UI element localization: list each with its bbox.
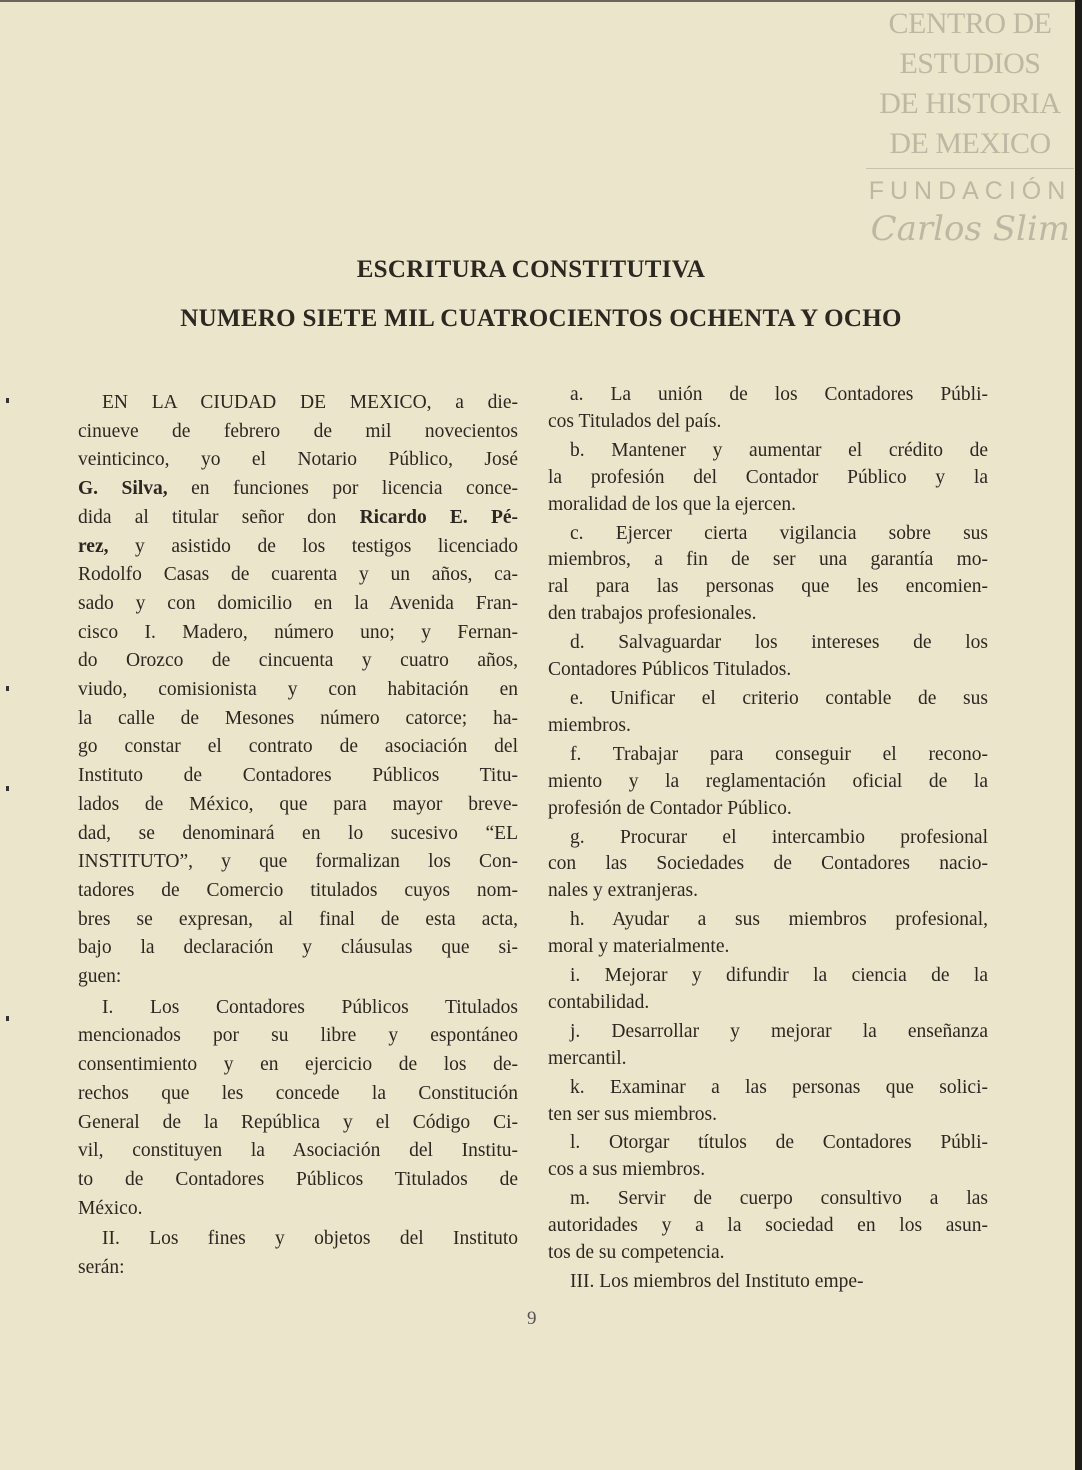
text-segment: cos Titulados del país. bbox=[548, 410, 722, 432]
text-segment: e. Unificar el criterio contable de sus bbox=[570, 687, 988, 709]
text-line bbox=[548, 547, 988, 574]
left-column bbox=[78, 389, 518, 1285]
bold-text: Ricardo E. Pé- bbox=[359, 506, 518, 528]
text-line bbox=[78, 848, 518, 877]
text-line bbox=[78, 1225, 518, 1254]
paragraph bbox=[548, 1075, 988, 1129]
text-line bbox=[548, 1046, 988, 1073]
text-line bbox=[548, 1186, 988, 1213]
text-line bbox=[78, 1254, 518, 1283]
text-line bbox=[78, 418, 518, 447]
paragraph bbox=[78, 1225, 518, 1282]
paragraph bbox=[548, 1186, 988, 1267]
text-segment: do Orozco de cincuenta y cuatro años, bbox=[78, 650, 518, 672]
text-line bbox=[548, 630, 988, 657]
text-segment: II. Los fines y objetos del Instituto bbox=[102, 1228, 518, 1250]
bold-text: G. Silva, bbox=[78, 478, 168, 500]
text-segment: Instituto de Contadores Públicos Titu- bbox=[78, 765, 518, 787]
text-line bbox=[78, 590, 518, 619]
text-line bbox=[78, 676, 518, 705]
text-segment: la calle de Mesones número catorce; ha- bbox=[78, 707, 518, 729]
paragraph bbox=[78, 389, 518, 992]
text-segment: cinueve de febrero de mil novecientos bbox=[78, 420, 518, 442]
text-line bbox=[78, 1109, 518, 1138]
text-line bbox=[548, 1157, 988, 1184]
text-segment: dida al titular señor don bbox=[78, 506, 360, 528]
text-segment: i. Mejorar y difundir la ciencia de la bbox=[570, 965, 988, 987]
paragraph bbox=[548, 1130, 988, 1184]
text-segment: viudo, comisionista y con habitación en bbox=[78, 679, 518, 701]
text-line bbox=[78, 877, 518, 906]
paragraph bbox=[548, 1269, 988, 1296]
text-segment: d. Salvaguardar los intereses de los bbox=[570, 632, 988, 654]
scan-mark bbox=[6, 398, 9, 403]
text-line bbox=[548, 492, 988, 519]
text-segment: sado y con domicilio en la Avenida Fran- bbox=[78, 592, 518, 614]
text-line bbox=[78, 963, 518, 992]
text-segment: bres se expresan, al final de esta acta, bbox=[78, 908, 518, 930]
text-segment: en funciones por licencia conce- bbox=[167, 478, 518, 500]
text-segment: contabilidad. bbox=[548, 991, 650, 1013]
text-segment: c. Ejercer cierta vigilancia sobre sus bbox=[570, 522, 988, 544]
text-segment: México. bbox=[78, 1197, 143, 1219]
watermark-line: CENTRO DE bbox=[888, 7, 1052, 40]
paragraph bbox=[548, 686, 988, 740]
text-line bbox=[548, 742, 988, 769]
page-edge-right bbox=[1075, 0, 1082, 1470]
text-line bbox=[548, 1130, 988, 1157]
text-line bbox=[548, 409, 988, 436]
scan-mark bbox=[6, 686, 9, 691]
text-segment: a. La unión de los Contadores Públi- bbox=[570, 384, 988, 405]
text-line bbox=[548, 1102, 988, 1129]
text-segment: tadores de Comercio titulados cuyos nom- bbox=[78, 879, 518, 901]
text-segment: ten ser sus miembros. bbox=[548, 1103, 717, 1125]
text-segment: profesión de Contador Público. bbox=[548, 797, 792, 819]
text-segment: ral para las personas que les encomien- bbox=[548, 576, 988, 598]
text-line bbox=[78, 1080, 518, 1109]
paragraph bbox=[548, 382, 988, 436]
text-line bbox=[548, 713, 988, 740]
text-line bbox=[78, 389, 518, 418]
text-line bbox=[78, 906, 518, 935]
text-line bbox=[78, 705, 518, 734]
text-line bbox=[78, 1022, 518, 1051]
text-line bbox=[548, 907, 988, 934]
text-line bbox=[78, 820, 518, 849]
watermark-divider bbox=[866, 168, 1074, 169]
text-line bbox=[78, 1051, 518, 1080]
text-segment: dad, se denominará en lo sucesivo “EL bbox=[78, 822, 518, 844]
text-segment: Contadores Públicos Titulados. bbox=[548, 659, 792, 681]
text-segment: mercantil. bbox=[548, 1047, 627, 1069]
text-line bbox=[548, 769, 988, 796]
text-segment: nales y extranjeras. bbox=[548, 880, 698, 902]
text-segment: tos de su competencia. bbox=[548, 1242, 725, 1264]
text-line bbox=[548, 963, 988, 990]
text-line bbox=[548, 601, 988, 628]
paragraph bbox=[548, 630, 988, 684]
paragraph bbox=[548, 963, 988, 1017]
text-line bbox=[548, 657, 988, 684]
archive-watermark bbox=[866, 4, 1074, 251]
text-segment: moralidad de los que la ejercen. bbox=[548, 493, 796, 515]
paragraph bbox=[548, 825, 988, 906]
text-segment: rechos que les concede la Constitución bbox=[78, 1082, 518, 1104]
text-segment: mencionados por su libre y espontáneo bbox=[78, 1025, 518, 1047]
text-line bbox=[548, 1213, 988, 1240]
document-title: ESCRITURA CONSTITUTIVA bbox=[356, 256, 706, 283]
right-column bbox=[548, 382, 988, 1298]
text-line bbox=[548, 1240, 988, 1267]
text-segment: III. Los miembros del Instituto empe- bbox=[570, 1271, 864, 1292]
text-segment: serán: bbox=[78, 1257, 125, 1279]
watermark-foundation: FUNDACIÓN bbox=[868, 177, 1072, 205]
paragraph bbox=[548, 521, 988, 629]
text-segment: f. Trabajar para conseguir el recono- bbox=[570, 743, 988, 765]
text-segment: miembros, a fin de ser una garantía mo- bbox=[548, 549, 988, 571]
text-segment: j. Desarrollar y mejorar la enseñanza bbox=[570, 1020, 988, 1042]
text-segment: INSTITUTO”, y que formalizan los Con- bbox=[78, 851, 518, 873]
text-line bbox=[78, 762, 518, 791]
text-segment: guen: bbox=[78, 966, 122, 988]
text-line bbox=[548, 825, 988, 852]
text-segment: cisco I. Madero, número uno; y Fernan- bbox=[78, 621, 518, 643]
text-line bbox=[78, 619, 518, 648]
text-line bbox=[548, 574, 988, 601]
text-segment: k. Examinar a las personas que solici- bbox=[570, 1076, 988, 1098]
text-segment: h. Ayudar a sus miembros profesional, bbox=[570, 909, 988, 931]
text-line bbox=[78, 1137, 518, 1166]
text-line bbox=[78, 647, 518, 676]
text-line bbox=[548, 1269, 988, 1296]
text-line bbox=[548, 934, 988, 961]
text-segment: General de la República y el Código Ci- bbox=[78, 1111, 518, 1133]
text-segment: miembros. bbox=[548, 714, 631, 736]
text-line bbox=[78, 504, 518, 533]
text-line bbox=[548, 878, 988, 905]
text-segment: moral y materialmente. bbox=[548, 936, 730, 958]
page-number: 9 bbox=[527, 1308, 537, 1329]
text-segment: cos a sus miembros. bbox=[548, 1159, 706, 1181]
paragraph bbox=[548, 1019, 988, 1073]
text-line bbox=[78, 934, 518, 963]
text-segment: autoridades y a la sociedad en los asun- bbox=[548, 1215, 988, 1237]
text-line bbox=[78, 791, 518, 820]
text-segment: miento y la reglamentación oficial de la bbox=[548, 770, 988, 792]
text-segment: bajo la declaración y cláusulas que si- bbox=[78, 937, 518, 959]
text-line bbox=[78, 475, 518, 504]
text-segment: vil, constituyen la Asociación del Institu- bbox=[78, 1140, 518, 1162]
text-line bbox=[78, 533, 518, 562]
text-segment: lados de México, que para mayor breve- bbox=[78, 793, 518, 815]
text-line bbox=[548, 465, 988, 492]
watermark-line: ESTUDIOS bbox=[899, 47, 1041, 80]
text-segment: I. Los Contadores Públicos Titulados bbox=[102, 996, 518, 1018]
text-segment: con las Sociedades de Contadores nacio- bbox=[548, 853, 988, 875]
text-line bbox=[548, 851, 988, 878]
text-line bbox=[548, 1075, 988, 1102]
document-subtitle: NUMERO SIETE MIL CUATROCIENTOS OCHENTA Y OCHO bbox=[180, 305, 902, 332]
page-edge-top bbox=[0, 0, 1082, 2]
scan-mark bbox=[6, 786, 9, 791]
text-line bbox=[548, 796, 988, 823]
text-line bbox=[548, 382, 988, 409]
text-line bbox=[548, 990, 988, 1017]
text-segment: b. Mantener y aumentar el crédito de bbox=[570, 439, 988, 461]
text-segment: y asistido de los testigos licenciado bbox=[108, 535, 518, 557]
text-line bbox=[548, 686, 988, 713]
paragraph bbox=[548, 742, 988, 823]
text-segment: l. Otorgar títulos de Contadores Públi- bbox=[570, 1132, 988, 1154]
text-segment: m. Servir de cuerpo consultivo a las bbox=[570, 1188, 988, 1210]
paragraph bbox=[548, 438, 988, 519]
watermark-line: DE HISTORIA bbox=[879, 87, 1061, 120]
watermark-signature: Carlos Slim bbox=[870, 209, 1070, 249]
watermark-line: DE MEXICO bbox=[889, 127, 1051, 160]
text-line bbox=[78, 994, 518, 1023]
text-line bbox=[78, 561, 518, 590]
text-line bbox=[548, 521, 988, 548]
text-line bbox=[548, 438, 988, 465]
text-segment: veinticinco, yo el Notario Público, José bbox=[78, 449, 518, 471]
text-segment: g. Procurar el intercambio profesional bbox=[570, 826, 988, 848]
text-line bbox=[78, 1166, 518, 1195]
text-segment: consentimiento y en ejercicio de los de- bbox=[78, 1054, 518, 1076]
text-segment: to de Contadores Públicos Titulados de bbox=[78, 1168, 518, 1190]
text-line bbox=[78, 446, 518, 475]
text-segment: la profesión del Contador Público y la bbox=[548, 466, 988, 488]
scan-mark bbox=[6, 1016, 9, 1021]
text-line bbox=[78, 733, 518, 762]
text-segment: Rodolfo Casas de cuarenta y un años, ca- bbox=[78, 564, 518, 586]
text-segment: den trabajos profesionales. bbox=[548, 603, 757, 625]
text-segment: EN LA CIUDAD DE MEXICO, a die- bbox=[102, 392, 518, 413]
paragraph bbox=[78, 994, 518, 1224]
bold-text: rez, bbox=[78, 535, 109, 557]
text-segment: go constar el contrato de asociación del bbox=[78, 736, 518, 758]
text-line bbox=[548, 1019, 988, 1046]
paragraph bbox=[548, 907, 988, 961]
text-line bbox=[78, 1195, 518, 1224]
